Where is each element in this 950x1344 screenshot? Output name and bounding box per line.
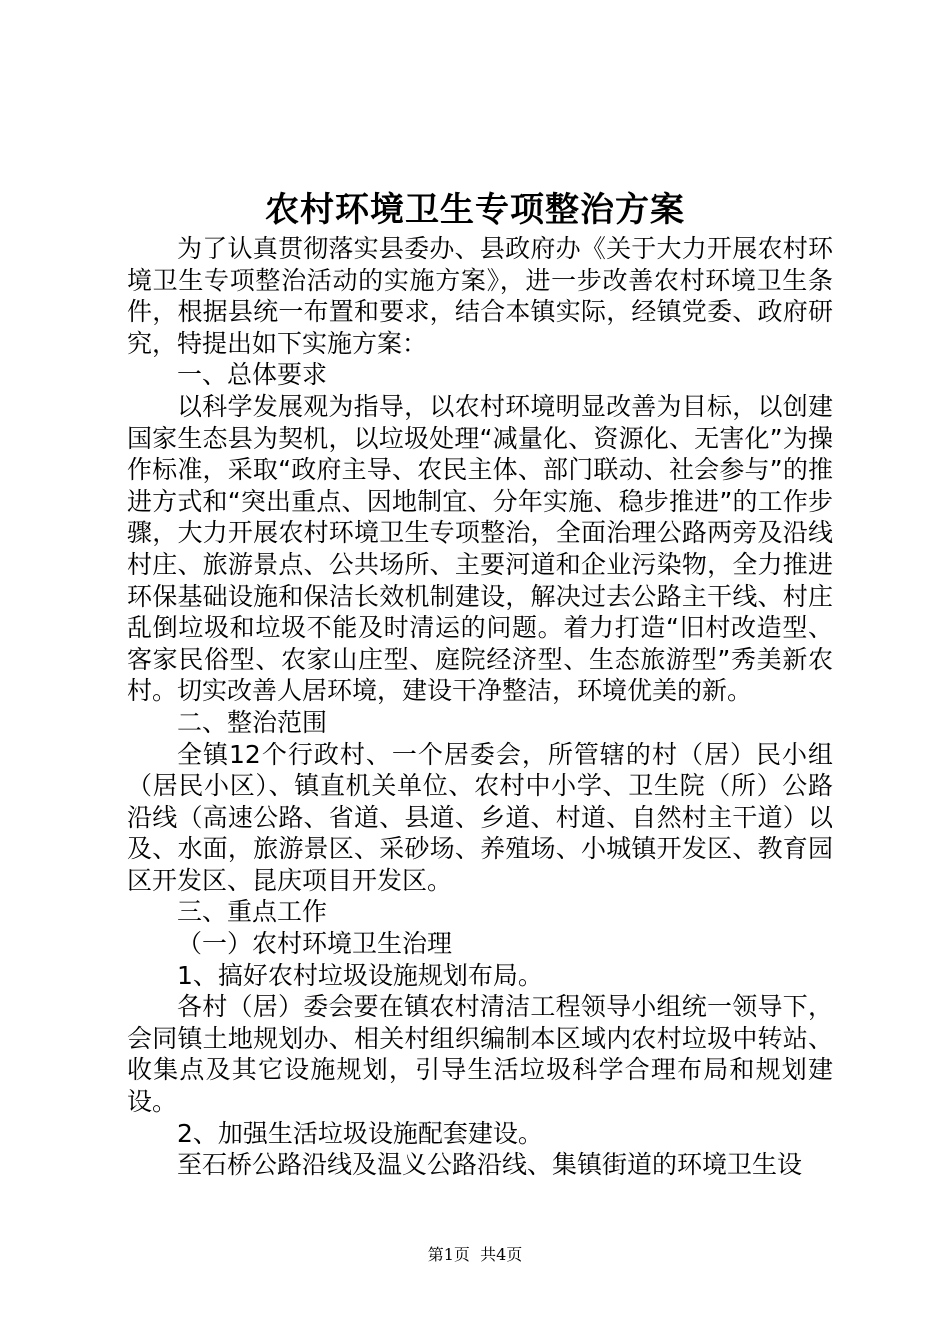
document-body — [127, 233, 833, 1181]
item-heading-facilities: 2、加强生活垃圾设施配套建设。 — [177, 1118, 543, 1148]
section-heading-scope: 二、整治范围 — [177, 707, 328, 737]
paragraph-planning: 各村（居）委会要在镇农村清洁工程领导小组统一领导下，会同镇土地规划办、相关村组织编制本区域内农村垃圾中转站、收集点及其它设施规划，引导生活垃圾科学合理布局和规划建设。 — [127, 992, 833, 1117]
paragraph-general-requirements: 以科学发展观为指导，以农村环境明显改善为目标，以创建国家生态县为契机，以垃圾处理“减量化、资源化、无害化”为操作标准，采取“政府主导、农民主体、部门联动、社会参与”的推进方式和“突出重点、因地制宜、分年实施、稳步推进”的工作步骤，大力开展农村环境卫生专项整治，全面治理公路两旁及沿线村庄、旅游景点、公共场所、主要河道和企业污染物，全力推进环保基础设施和保洁长效机制建设，解决过去公路主干线、村庄乱倒垃圾和垃圾不能及时清运的问题。着力打造“旧村改造型、客家民俗型、农家山庄型、庭院经济型、生态旅游型”秀美新农村。切实改善人居环境，建设干净整洁，环境优美的新。 — [127, 391, 833, 706]
page-number: 第1页 — [427, 1245, 470, 1264]
section-heading-key-work: 三、重点工作 — [177, 897, 328, 927]
page-total: 共4页 — [480, 1245, 523, 1264]
paragraph-scope: 全镇12个行政村、一个居委会，所管辖的村（居）民小组（居民小区）、镇直机关单位、农村中小学、卫生院（所）公路沿线（高速公路、省道、县道、乡道、村道、自然村主干道）以及、水面，旅游景区、采砂场、养殖场、小城镇开发区、教育园区开发区、昆庆项目开发区。 — [127, 739, 833, 895]
page-footer — [0, 1244, 950, 1266]
section-heading-general-requirements: 一、总体要求 — [177, 360, 328, 390]
item-heading-planning: 1、搞好农村垃圾设施规划布局。 — [177, 960, 543, 990]
paragraph-intro: 为了认真贯彻落实县委办、县政府办《关于大力开展农村环境卫生专项整治活动的实施方案》，进一步改善农村环境卫生条件，根据县统一布置和要求，结合本镇实际，经镇党委、政府研究，特提出如下实施方案： — [127, 234, 833, 358]
paragraph-facilities: 至石桥公路沿线及温义公路沿线、集镇街道的环境卫生设 — [177, 1150, 803, 1180]
subsection-heading-sanitation: （一）农村环境卫生治理 — [177, 929, 453, 959]
document-title: 农村环境卫生专项整治方案 — [265, 190, 685, 230]
